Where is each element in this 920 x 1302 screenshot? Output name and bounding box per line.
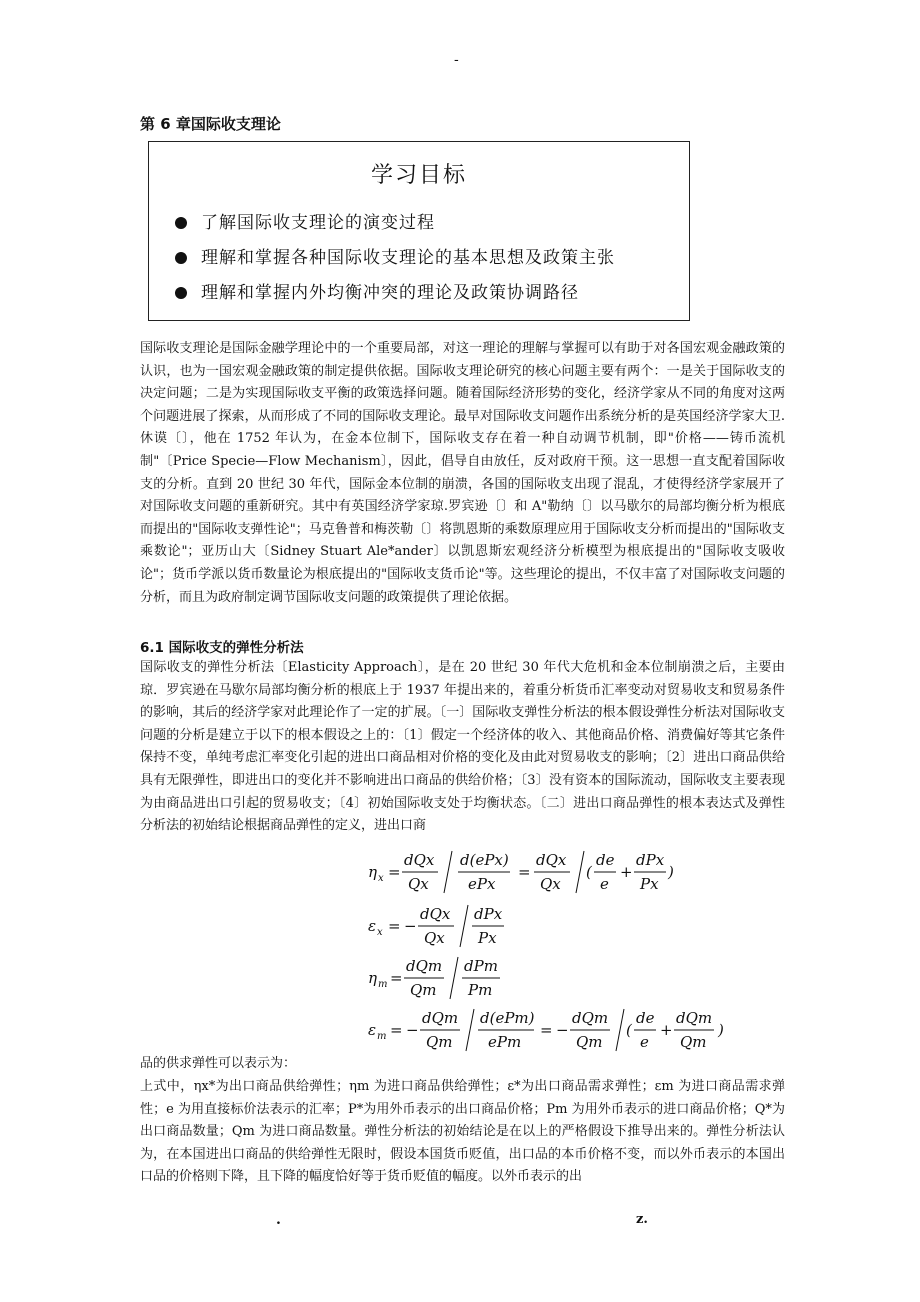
definitions-paragraph: 上式中，ηx*为出口商品供给弹性；ηm 为进口商品供给弹性；ε*为出口商品需求弹性；εm 为进口商品需求弹性；e 为用直接标价法表示的汇率；P*为用外币表示的出口商品价格；Pm 为用外币表示的进口商品价格；Q*为出口商品数量；Qm 为进口商品数量。弹性分析法的初始结论是在以上的严格假设下推导出来的。弹性分析法认为，在本国进出口商品的供给弹性无限时，假设本国货币贬值，出口品的本币价格不变，而以外币表示的本国出口品的价格则下降，且下降的幅度恰好等于货币贬值的幅度。以外币表示的出 xyxy=(140,1079,785,1185)
elasticity-formulas xyxy=(360,845,740,1060)
svg-text:+: + xyxy=(620,863,633,881)
svg-text:dPx: dPx xyxy=(474,905,503,923)
svg-text:dQx: dQx xyxy=(536,851,567,869)
svg-text:dPx: dPx xyxy=(636,851,665,869)
svg-text:Qx: Qx xyxy=(424,929,445,947)
svg-text:ePx: ePx xyxy=(468,875,496,893)
svg-text:Qm: Qm xyxy=(410,981,437,999)
svg-text:=: = xyxy=(390,969,403,987)
svg-text:+: + xyxy=(660,1021,673,1039)
svg-text:dQm: dQm xyxy=(406,957,443,975)
svg-text:η: η xyxy=(368,969,377,987)
svg-text:Qx: Qx xyxy=(540,875,561,893)
bullet-icon xyxy=(175,252,187,264)
formula-epsilon-x xyxy=(368,905,504,947)
svg-text:dQx: dQx xyxy=(420,905,451,923)
svg-text:dQm: dQm xyxy=(572,1009,609,1027)
intro-paragraph: 国际收支理论是国际金融学理论中的一个重要局部，对这一理论的理解与掌握可以有助于对各国宏观金融政策的认识，也为一国宏观金融政策的制定提供依据。国际收支理论研究的核心问题主要有两个：一是关于国际收支的决定问题；二是为实现国际收支平衡的政策选择问题。随着国际经济形势的变化，经济学家从不同的角度对这两个问题进展了探索，从而形成了不同的国际收支理论。最早对国际收支问题作出系统分析的是英国经济学家大卫.休谟〔〕，他在 1752 年认为，在金本位制下，国际收支存在着一种自动调节机制，即"价格——铸币流机制"〔Price Specie—Flow Mechanism〕，因此，倡导自由放任，反对政府干预。这一思想一直支配着国际收支的分析。直到 20 世纪 30 年代，国际金本位制的崩溃，各国的国际收支出现了混乱，才使得经济学家展开了对国际收支问题的重新研究。其中有英国经济学家琼.罗宾逊〔〕和 A"勒纳〔〕以马歇尔的局部均衡分析为根底而提出的"国际收支弹性论"；马克鲁普和梅茨勒〔〕将凯恩斯的乘数原理应用于国际收支分析而提出的"国际收支乘数论"；亚历山大〔Sidney Stuart Ale*ander〕以凯恩斯宏观经济分析模型为根底提出的"国际收支吸收论"；货币学派以货币数量论为根底提出的"国际收支货币论"等。这些理论的提出，不仅丰富了对国际收支问题的分析，而且为政府制定调节国际收支问题的政策提供了理论依据。 xyxy=(140,341,785,605)
svg-text:−: − xyxy=(406,1021,419,1039)
header-mark: - xyxy=(454,52,459,68)
svg-text:(: ( xyxy=(626,1021,632,1039)
svg-text:d(ePm): d(ePm) xyxy=(480,1009,535,1027)
svg-text:=: = xyxy=(388,863,401,881)
after-formula-line: 品的供求弹性可以表示为： xyxy=(140,1056,297,1071)
svg-text:x: x xyxy=(377,927,383,938)
objective-item: 理解和掌握各种国际收支理论的基本思想及政策主张 xyxy=(175,243,615,268)
svg-text:dPm: dPm xyxy=(464,957,498,975)
svg-text:de: de xyxy=(596,851,615,869)
svg-text:=: = xyxy=(388,917,401,935)
svg-text:dQm: dQm xyxy=(676,1009,713,1027)
footer-right-mark: z. xyxy=(636,1212,648,1227)
svg-text:(: ( xyxy=(586,863,592,881)
svg-text:ε: ε xyxy=(368,1021,377,1039)
section-heading: 6.1 国际收支的弹性分析法 xyxy=(140,640,304,656)
svg-text:dQx: dQx xyxy=(404,851,435,869)
svg-text:de: de xyxy=(636,1009,655,1027)
svg-text:=: = xyxy=(518,863,531,881)
formula-eta-x xyxy=(368,851,674,893)
svg-text:Px: Px xyxy=(478,929,497,947)
objectives-title: 学习目标 xyxy=(370,163,467,188)
svg-text:d(ePx): d(ePx) xyxy=(460,851,509,869)
svg-text:Qm: Qm xyxy=(576,1033,603,1051)
svg-text:m: m xyxy=(378,979,388,990)
svg-text:=: = xyxy=(540,1021,553,1039)
svg-text:−: − xyxy=(556,1021,569,1039)
svg-text:e: e xyxy=(640,1033,649,1051)
svg-text:Pm: Pm xyxy=(468,981,493,999)
svg-text:x: x xyxy=(378,873,384,884)
section-paragraph: 国际收支的弹性分析法〔Elasticity Approach〕，是在 20 世纪 30 年代大危机和金本位制崩溃之后，主要由琼．罗宾逊在马歇尔局部均衡分析的根底上于 1937 年提出来的，着重分析货币汇率变动对贸易收支和贸易条件的影响，其后的经济学家对此理论作了一定的扩展。〔一〕国际收支弹性分析法的根本假设弹性分析法对国际收支问题的分析是建立于以下的根本假设之上的：〔1〕假定一个经济体的收入、其他商品价格、消费偏好等其它条件保持不变，单纯考虑汇率变化引起的进出口商品相对价格的变化及由此对贸易收支的影响；〔2〕进出口商品供给具有无限弹性，即进出口的变化并不影响进出口商品的供给价格；〔3〕没有资本的国际流动，国际收支主要表现为由商品进出口引起的贸易收支；〔4〕初始国际收支处于均衡状态。〔二〕进出口商品弹性的根本表达式及弹性分析法的初始结论根据商品弹性的定义，进出口商 xyxy=(140,660,785,834)
objective-item: 了解国际收支理论的演变过程 xyxy=(175,208,435,233)
objective-item: 理解和掌握内外均衡冲突的理论及政策协调路径 xyxy=(175,278,579,303)
bullet-icon xyxy=(175,287,187,299)
learning-objectives-box xyxy=(148,141,690,321)
svg-text:Qm: Qm xyxy=(426,1033,453,1051)
formula-epsilon-m xyxy=(368,1009,724,1051)
bullet-icon xyxy=(175,217,187,229)
svg-text:ePm: ePm xyxy=(488,1033,522,1051)
svg-text:Qx: Qx xyxy=(408,875,429,893)
svg-text:Qm: Qm xyxy=(680,1033,707,1051)
svg-text:dQm: dQm xyxy=(422,1009,459,1027)
footer-left-mark: . xyxy=(276,1212,281,1228)
svg-text:−: − xyxy=(404,917,417,935)
svg-text:ε: ε xyxy=(368,917,377,935)
svg-text:): ) xyxy=(668,863,674,881)
formula-eta-m xyxy=(368,957,500,999)
svg-text:m: m xyxy=(377,1031,387,1042)
svg-text:Px: Px xyxy=(640,875,659,893)
svg-text:η: η xyxy=(368,863,377,881)
svg-text:): ) xyxy=(718,1021,724,1039)
svg-text:=: = xyxy=(390,1021,403,1039)
svg-text:e: e xyxy=(600,875,609,893)
chapter-title: 第 6 章国际收支理论 xyxy=(140,115,281,133)
